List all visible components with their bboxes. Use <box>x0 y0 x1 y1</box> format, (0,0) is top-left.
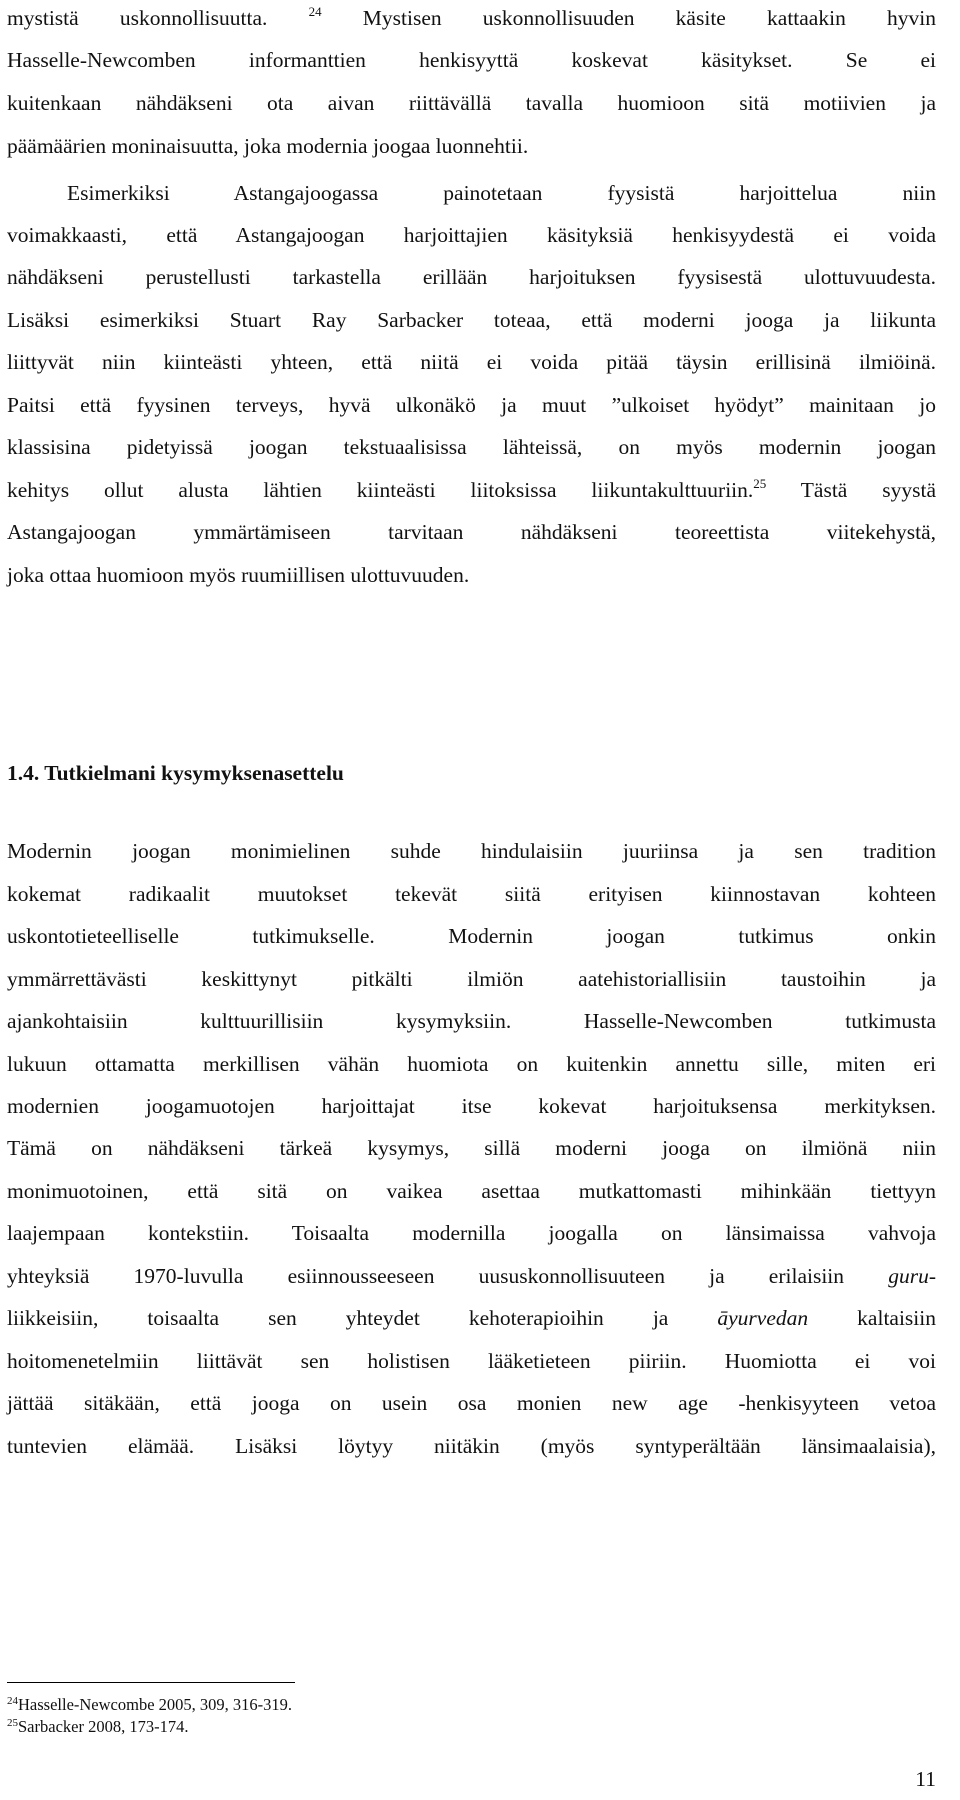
body-line: päämäärien moninaisuutta, joka modernia joogaa luonnehtii. <box>7 134 529 158</box>
footnote-text: Sarbacker 2008, 173-174. <box>18 1717 189 1736</box>
body-line: liittyvät niin kiinteästi yhteen, että niitä ei voida pitää täysin erillisinä ilmiöinä. <box>7 350 936 374</box>
body-line: Esimerkiksi Astangajoogassa painotetaan fyysistä harjoittelua niin <box>67 181 936 205</box>
body-line: kuitenkaan nähdäkseni ota aivan riittävällä tavalla huomioon sitä motiivien ja <box>7 91 936 115</box>
footnote <box>7 1716 188 1738</box>
footnote-ref[interactable]: 24 <box>308 4 322 19</box>
body-line: Tämä on nähdäkseni tärkeä kysymys, sillä moderni jooga on ilmiönä niin <box>7 1136 936 1160</box>
italic-term: guru <box>888 1264 929 1288</box>
body-line: modernien joogamuotojen harjoittajat itse kokevat harjoituksensa merkityksen. <box>7 1094 936 1118</box>
body-line: Modernin joogan monimielinen suhde hindulaisiin juuriinsa ja sen tradition <box>7 839 936 863</box>
body-line: yhteyksiä 1970-luvulla esiinnousseeseen uususkonnollisuuteen ja erilaisiin guru- <box>7 1264 936 1288</box>
body-line: hoitomenetelmiin liittävät sen holistisen lääketieteen piiriin. Huomiotta ei voi <box>7 1349 936 1373</box>
body-line: ymmärrettävästi keskittynyt pitkälti ilmiön aatehistoriallisiin taustoihin ja <box>7 967 936 991</box>
body-line: tuntevien elämää. Lisäksi löytyy niitäkin (myös syntyperältään länsimaalaisia), <box>7 1434 936 1458</box>
footnote <box>7 1694 292 1716</box>
body-line: lukuun ottamatta merkillisen vähän huomiota on kuitenkin annettu sille, miten eri <box>7 1052 936 1076</box>
body-line: klassisina pidetyissä joogan tekstuaalisissa lähteissä, on myös modernin joogan <box>7 435 936 459</box>
footnote-number: 25 <box>7 1717 18 1729</box>
footnote-number: 24 <box>7 1695 18 1707</box>
footnote-divider <box>7 1682 295 1683</box>
body-line: kehitys ollut alusta lähtien kiinteästi liitoksissa liikuntakulttuuriin.$^{25}$ Tästä syystä <box>7 476 936 502</box>
body-line: nähdäkseni perustellusti tarkastella erillään harjoituksen fyysisestä ulottuvuudesta. <box>7 265 936 289</box>
section-heading: 1.4. Tutkielmani kysymyksenasettelu <box>7 761 344 785</box>
footnote-text: Hasselle-Newcombe 2005, 309, 316-319. <box>18 1695 293 1714</box>
body-line: kokemat radikaalit muutokset tekevät siitä erityisen kiinnostavan kohteen <box>7 882 936 906</box>
body-line: joka ottaa huomioon myös ruumiillisen ulottuvuuden. <box>7 563 470 587</box>
body-line: jättää sitäkään, että jooga on usein osa monien new age -henkisyyteen vetoa <box>7 1391 936 1415</box>
body-line: monimuotoinen, että sitä on vaikea asettaa mutkattomasti mihinkään tiettyyn <box>7 1179 936 1203</box>
body-line: Hasselle-Newcomben informanttien henkisyyttä koskevat käsitykset. Se ei <box>7 48 936 72</box>
body-line: liikkeisiin, toisaalta sen yhteydet kehoterapioihin ja āyurvedan kaltaisiin <box>7 1306 936 1330</box>
footnote-ref[interactable]: 25 <box>753 476 767 491</box>
italic-term: āyurvedan <box>717 1306 809 1330</box>
body-line: Paitsi että fyysinen terveys, hyvä ulkonäkö ja muut ”ulkoiset hyödyt” mainitaan jo <box>7 393 936 417</box>
body-line: ajankohtaisiin kulttuurillisiin kysymyksiin. Hasselle-Newcomben tutkimusta <box>7 1009 936 1033</box>
body-line: Lisäksi esimerkiksi Stuart Ray Sarbacker toteaa, että moderni jooga ja liikunta <box>7 308 936 332</box>
body-line: Astangajoogan ymmärtämiseen tarvitaan nähdäkseni teoreettista viitekehystä, <box>7 520 936 544</box>
body-line: uskontotieteelliselle tutkimukselle. Modernin joogan tutkimus onkin <box>7 924 936 948</box>
body-line: laajempaan kontekstiin. Toisaalta modernilla joogalla on länsimaissa vahvoja <box>7 1221 936 1245</box>
body-line: mystistä uskonnollisuutta. $^{24}$ Mystisen uskonnollisuuden käsite kattaakin hyvin <box>7 4 936 30</box>
page-number: 11 <box>915 1767 936 1791</box>
body-line: voimakkaasti, että Astangajoogan harjoittajien käsityksiä henkisyydestä ei voida <box>7 223 936 247</box>
